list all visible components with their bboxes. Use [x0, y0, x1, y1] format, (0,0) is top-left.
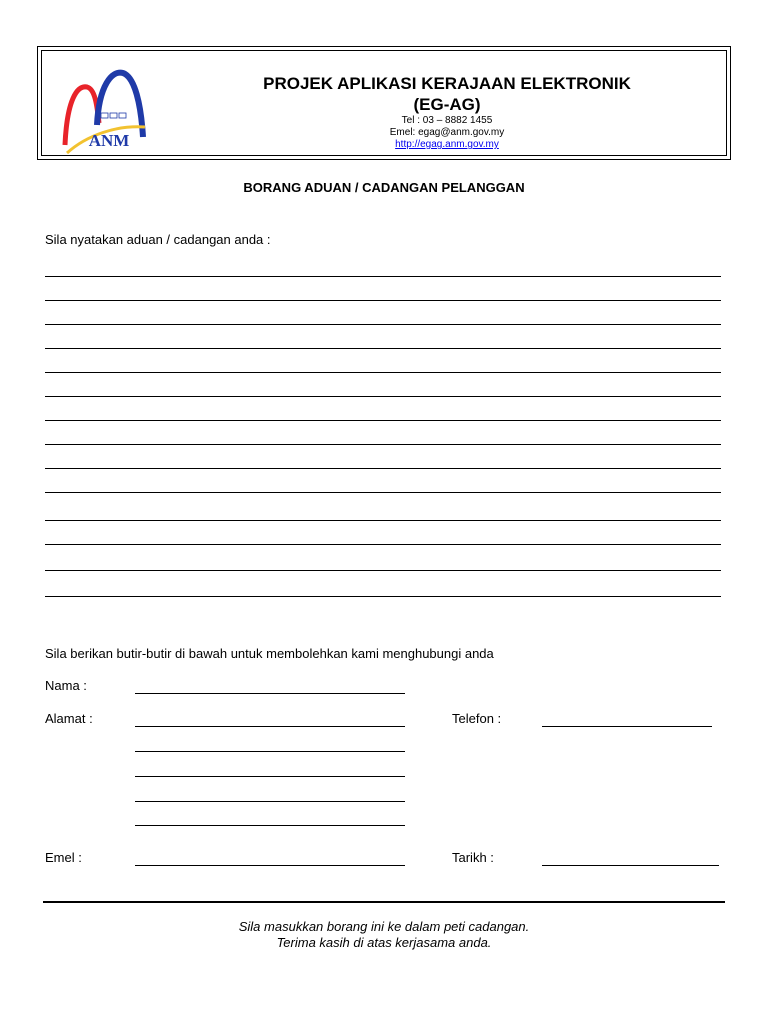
- header-title: PROJEK APLIKASI KERAJAAN ELEKTRONIK: [263, 74, 631, 93]
- form-title: BORANG ADUAN / CADANGAN PELANGGAN: [243, 180, 525, 195]
- header-inner-border: [41, 50, 727, 156]
- nama-label: Nama :: [45, 678, 87, 693]
- complaint-line[interactable]: [45, 420, 721, 421]
- complaint-line[interactable]: [45, 444, 721, 445]
- anm-logo: [57, 65, 149, 155]
- alamat-field[interactable]: [135, 801, 405, 802]
- header-url-link[interactable]: http://egag.anm.gov.my: [395, 139, 499, 150]
- contact-prompt: Sila berikan butir-butir di bawah untuk membolehkan kami menghubungi anda: [45, 646, 494, 661]
- complaint-line[interactable]: [45, 570, 721, 571]
- emel-label: Emel :: [45, 850, 82, 865]
- complaint-line[interactable]: [45, 520, 721, 521]
- tarikh-label: Tarikh :: [452, 850, 494, 865]
- header-subtitle: (EG-AG): [413, 95, 481, 114]
- complaint-line[interactable]: [45, 300, 721, 301]
- complaint-line[interactable]: [45, 492, 721, 493]
- complaint-line[interactable]: [45, 372, 721, 373]
- header-email: Emel: egag@anm.gov.my: [389, 127, 505, 138]
- alamat-field[interactable]: [135, 776, 405, 777]
- telefon-field[interactable]: [542, 726, 712, 727]
- complaint-line[interactable]: [45, 348, 721, 349]
- complaint-line[interactable]: [45, 276, 721, 277]
- complaint-line[interactable]: [45, 324, 721, 325]
- alamat-field[interactable]: [135, 751, 405, 752]
- tarikh-field[interactable]: [542, 865, 719, 866]
- alamat-field[interactable]: [135, 825, 405, 826]
- logo-text: ANM: [88, 131, 130, 150]
- alamat-field[interactable]: [135, 726, 405, 727]
- emel-field[interactable]: [135, 865, 405, 866]
- complaint-line[interactable]: [45, 544, 721, 545]
- footer-divider: [43, 901, 725, 903]
- complaint-line[interactable]: [45, 396, 721, 397]
- footer-line-2: Terima kasih di atas kerjasama anda.: [276, 935, 492, 950]
- footer-line-1: Sila masukkan borang ini ke dalam peti cadangan.: [238, 919, 530, 934]
- alamat-label: Alamat :: [45, 711, 93, 726]
- header-tel: Tel : 03 – 8882 1455: [401, 115, 493, 126]
- complaint-line[interactable]: [45, 468, 721, 469]
- nama-field[interactable]: [135, 693, 405, 694]
- telefon-label: Telefon :: [452, 711, 502, 726]
- complaint-prompt: Sila nyatakan aduan / cadangan anda :: [45, 232, 271, 247]
- complaint-line[interactable]: [45, 596, 721, 597]
- anm-logo-graphic: [57, 65, 149, 155]
- header-box: [37, 46, 731, 160]
